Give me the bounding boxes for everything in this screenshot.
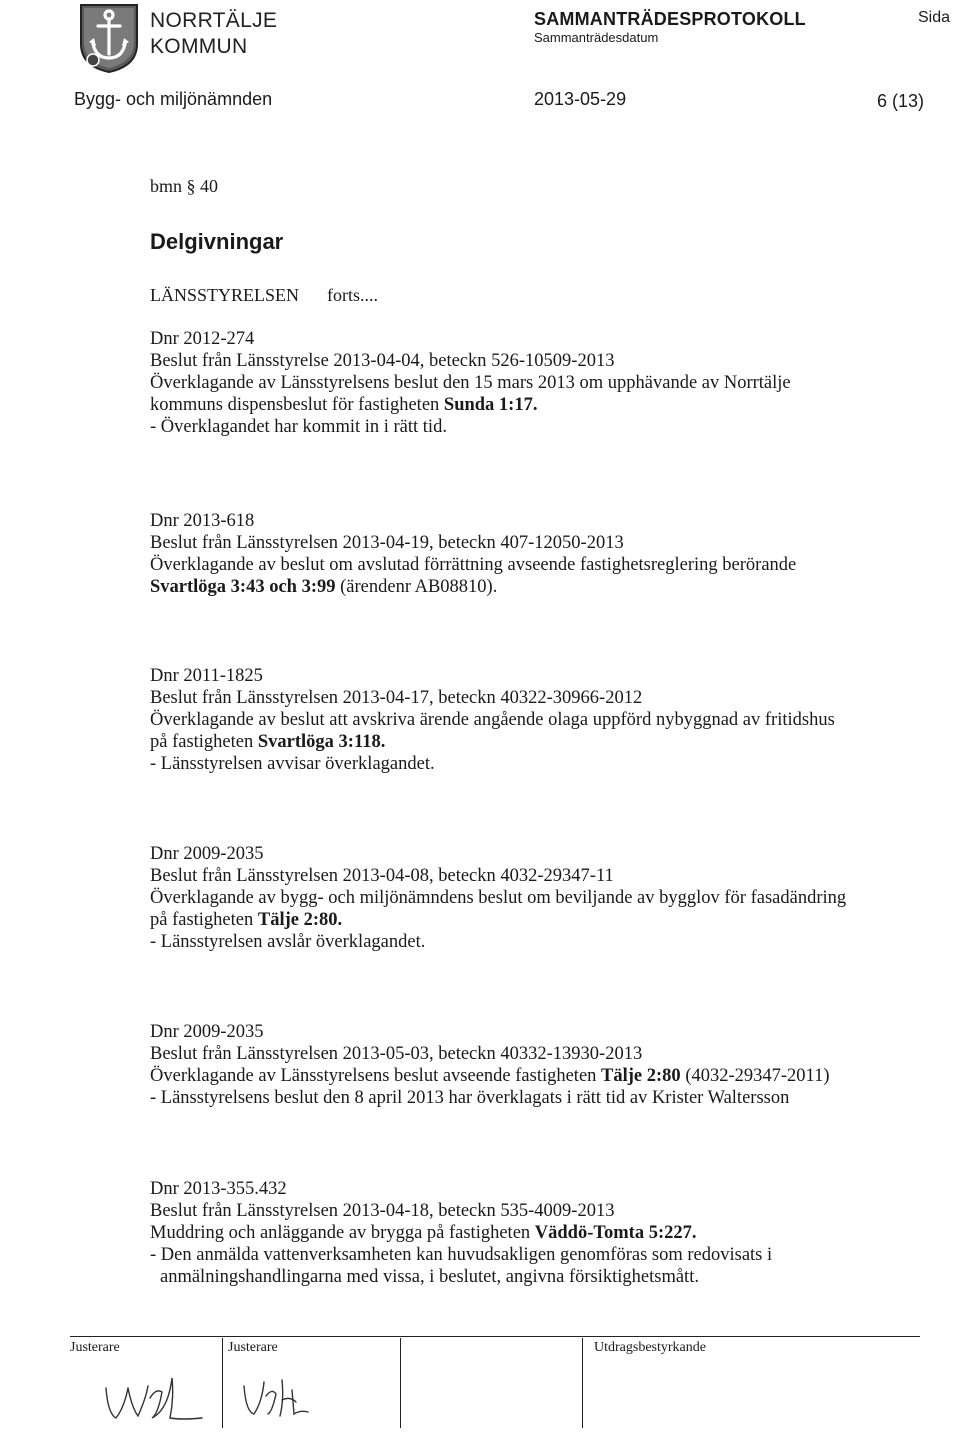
protocol-title: SAMMANTRÄDESPROTOKOLL xyxy=(534,9,806,29)
entry-result: - Länsstyrelsens beslut den 8 april 2013 har överklagats i rätt tid av Krister Waltersson xyxy=(150,1088,790,1108)
entry-result: - Överklagandet har kommit in i rätt tid. xyxy=(150,417,447,437)
entry-text: Överklagande av Länsstyrelsens beslut avseende fastigheten Tälje 2:80 (4032-29347-2011) xyxy=(150,1066,830,1086)
organization-name xyxy=(150,8,277,60)
justerare-label: Justerare xyxy=(70,1340,120,1355)
property-name: Tälje 2:80. xyxy=(257,910,343,930)
entry-result: - Länsstyrelsen avvisar överklagandet. xyxy=(150,754,435,774)
footer-column-divider xyxy=(222,1338,223,1428)
property-name: Svartlöga 3:43 och 3:99 xyxy=(150,577,336,597)
decision-entry xyxy=(150,1178,960,1288)
page-title: Delgivningar xyxy=(150,229,284,254)
org-line-1: NORRTÄLJE xyxy=(150,9,278,32)
org-line-2: KOMMUN xyxy=(150,35,248,58)
justerare-label-2: Justerare xyxy=(228,1340,278,1355)
decision-entry xyxy=(150,510,960,598)
entry-dnr: Dnr 2011-1825 xyxy=(150,666,263,686)
section-name: LÄNSSTYRELSEN xyxy=(150,285,300,305)
decision-entry xyxy=(150,328,960,438)
footer-divider xyxy=(70,1336,920,1337)
entry-result-continued: anmälningshandlingarna med vissa, i beslutet, angivna försiktighetsmått. xyxy=(160,1267,699,1287)
entry-dnr: Dnr 2013-355.432 xyxy=(150,1179,287,1199)
meeting-date: 2013-05-29 xyxy=(534,89,627,109)
protocol-date-label: Sammanträdesdatum xyxy=(534,30,659,45)
entry-result: - Länsstyrelsen avslår överklagandet. xyxy=(150,932,426,952)
entry-text: Överklagande av bygg- och miljönämndens beslut om beviljande av bygglov för fasadändring xyxy=(150,888,847,908)
entry-text-line-2: Svartlöga 3:43 och 3:99 (ärendenr AB08810). xyxy=(150,577,498,597)
entry-dnr: Dnr 2012-274 xyxy=(150,329,255,349)
entry-beslut: Beslut från Länsstyrelsen 2013-04-08, beteckn 4032-29347-11 xyxy=(150,866,614,886)
page-number: 6 (13) xyxy=(877,91,925,111)
decision-entry xyxy=(150,665,960,775)
entry-text-line-2: kommuns dispensbeslut för fastigheten Sunda 1:17. xyxy=(150,395,538,415)
entry-dnr: Dnr 2009-2035 xyxy=(150,1022,264,1042)
property-name: Tälje 2:80 xyxy=(601,1066,681,1086)
entry-text: Överklagande av beslut att avskriva ärende angående olaga uppförd nybyggnad av fritidshus xyxy=(150,710,835,730)
entry-beslut: Beslut från Länsstyrelsen 2013-04-18, beteckn 535-4009-2013 xyxy=(150,1201,615,1221)
entry-dnr: Dnr 2009-2035 xyxy=(150,844,264,864)
property-name: Svartlöga 3:118. xyxy=(257,732,386,752)
decision-entry xyxy=(150,843,960,953)
entry-beslut: Beslut från Länsstyrelsen 2013-05-03, beteckn 40332-13930-2013 xyxy=(150,1044,643,1064)
entry-beslut: Beslut från Länsstyrelsen 2013-04-17, beteckn 40322-30966-2012 xyxy=(150,688,643,708)
entry-text: Överklagande av beslut om avslutad förrättning avseende fastighetsreglering berörande xyxy=(150,555,797,575)
footer-column-divider xyxy=(582,1338,583,1428)
section-continued: forts.... xyxy=(327,285,379,305)
entry-text: Muddring och anläggande av brygga på fastigheten Väddö-Tomta 5:227. xyxy=(150,1223,697,1243)
footer-column-divider xyxy=(400,1338,401,1428)
paragraph-number: bmn § 40 xyxy=(150,176,219,196)
entry-beslut: Beslut från Länsstyrelse 2013-04-04, beteckn 526-10509-2013 xyxy=(150,351,615,371)
entry-dnr: Dnr 2013-618 xyxy=(150,511,255,531)
committee-name: Bygg- och miljönämnden xyxy=(74,89,273,109)
entry-result: - Den anmälda vattenverksamheten kan huvudsakligen genomföras som redovisats i xyxy=(150,1245,773,1265)
property-name: Väddö-Tomta 5:227. xyxy=(534,1223,697,1243)
section-heading xyxy=(150,285,378,306)
decision-entry xyxy=(150,1021,960,1109)
entry-beslut: Beslut från Länsstyrelsen 2013-04-19, beteckn 407-12050-2013 xyxy=(150,533,624,553)
entry-text-line-2: på fastigheten Svartlöga 3:118. xyxy=(150,732,386,752)
entry-text-line-2: på fastigheten Tälje 2:80. xyxy=(150,910,343,930)
protocol-block xyxy=(534,8,806,46)
signature-2 xyxy=(238,1366,328,1426)
page-label: Sida xyxy=(918,9,951,26)
signature-1 xyxy=(98,1358,218,1430)
entry-text: Överklagande av Länsstyrelsens beslut den 15 mars 2013 om upphävande av Norrtälje xyxy=(150,373,791,393)
property-name: Sunda 1:17. xyxy=(443,395,538,415)
utdragsbestyrkande-label: Utdragsbestyrkande xyxy=(594,1340,706,1355)
municipality-crest-icon xyxy=(78,2,140,74)
